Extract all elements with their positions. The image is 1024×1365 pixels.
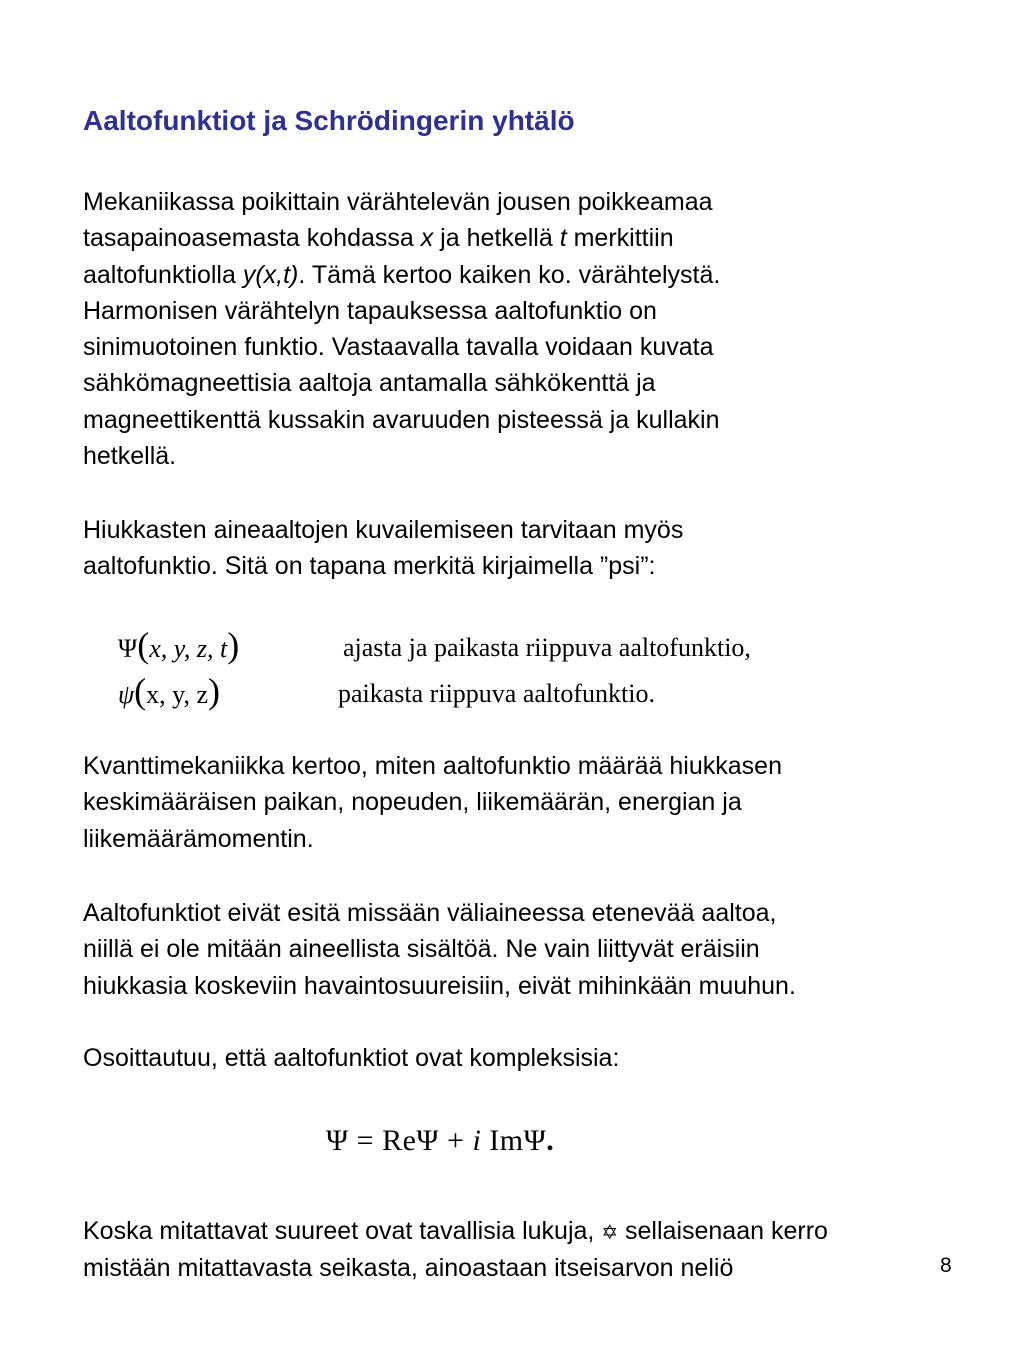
capital-psi-symbol: Ψ	[118, 634, 138, 663]
paragraph-complex	[83, 1040, 1003, 1076]
text-line: Mekaniikassa poikittain värähtelevän jousen poikkeamaa	[83, 188, 713, 216]
text-line: keskimääräisen paikan, nopeuden, liikemäärän, energian ja	[83, 788, 742, 817]
text-line: hetkellä.	[83, 442, 177, 471]
paragraph-measurable	[83, 1213, 1003, 1287]
text-line: Osoittautuu, että aaltofunktiot ovat kompleksisia:	[83, 1044, 620, 1072]
text-line: Aaltofunktiot eivät esitä missään väliaineessa etenevää aaltoa,	[83, 899, 777, 927]
real-part: ReΨ	[382, 1124, 440, 1157]
equation-period: .	[546, 1124, 555, 1157]
formula-args: x, y, z	[146, 680, 209, 709]
paragraph-mechanics	[83, 184, 1003, 474]
text-line: sähkömagneettisia aaltoja antamalla sähkökenttä ja	[83, 369, 656, 398]
complex-equation	[326, 1124, 554, 1158]
text-line: Harmonisen värähtelyn tapauksessa aaltofunktio on	[83, 296, 657, 325]
text-line: aaltofunktio. Sitä on tapana merkitä kirjaimella ”psi”:	[83, 552, 656, 581]
equals-sign: =	[356, 1124, 375, 1157]
paragraph-psi-intro	[83, 512, 1003, 585]
page-title: Aaltofunktiot ja Schrödingerin yhtälö	[83, 105, 575, 136]
text-line: Hiukkasten aineaaltojen kuvailemiseen tarvitaan myös	[83, 516, 684, 544]
star-of-david-icon: ✡	[601, 1220, 619, 1244]
formula-small-psi-description: paikasta riippuva aaltofunktio.	[338, 679, 655, 708]
paragraph-quantum-mechanics	[83, 748, 1003, 857]
formula-capital-psi: Ψ(x, y, z, t)	[118, 625, 240, 665]
text-line: tasapainoasemasta kohdassa x ja hetkellä t merkittiin	[83, 224, 674, 253]
text-line: Kvanttimekaniikka kertoo, miten aaltofunktio määrää hiukkasen	[83, 752, 782, 780]
formula-capital-psi-description: ajasta ja paikasta riippuva aaltofunktio,	[343, 633, 751, 662]
text-line: magneettikenttä kussakin avaruuden pisteessä ja kullakin	[83, 405, 720, 434]
small-psi-symbol: ψ	[118, 680, 135, 709]
text-line: hiukkasia koskeviin havaintosuureisiin, eivät mihinkään muuhun.	[83, 971, 796, 1000]
text-line: mistään mitattavasta seikasta, ainoastaan itseisarvon neliö	[83, 1254, 734, 1283]
equation-lhs: Ψ	[326, 1124, 349, 1157]
text-line: Koska mitattavat suureet ovat tavallisia lukuja, ✡ sellaisenaan kerro	[83, 1217, 828, 1245]
variable-t: t	[559, 224, 567, 253]
plus-sign: +	[447, 1124, 465, 1157]
formula-small-psi: ψ(x, y, z)	[118, 671, 221, 711]
formula-args: x, y, z, t	[149, 634, 228, 663]
text-line: sinimuotoinen funktio. Vastaavalla tavalla voidaan kuvata	[83, 333, 714, 362]
function-y: y(x,t)	[242, 260, 299, 289]
variable-x: x	[420, 224, 434, 253]
imaginary-part: ImΨ	[489, 1124, 547, 1157]
paragraph-wavefunction-nature	[83, 895, 1003, 1004]
imaginary-unit: i	[472, 1124, 482, 1157]
page-number: 8	[940, 1254, 952, 1277]
text-line: liikemäärämomentin.	[83, 824, 314, 853]
text-line: aaltofunktiolla y(x,t). Tämä kertoo kaiken ko. värähtelystä.	[83, 260, 721, 289]
text-line: niillä ei ole mitään aineellista sisältöä. Ne vain liittyvät eräisiin	[83, 935, 760, 964]
